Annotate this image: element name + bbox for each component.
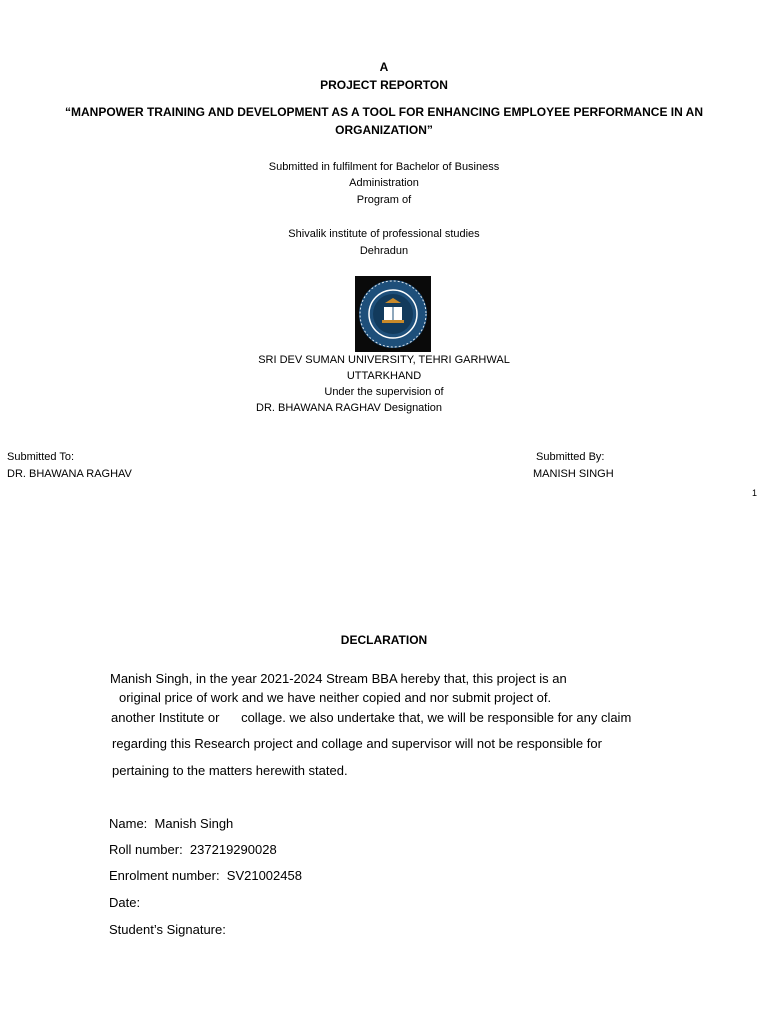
declaration-heading: DECLARATION: [340, 633, 428, 647]
institute-city: Dehradun: [359, 245, 409, 257]
page-number: 1: [752, 488, 758, 498]
submitted-line1: Submitted in fulfilment for Bachelor of Business: [268, 161, 500, 173]
college-seal-icon: [355, 276, 431, 352]
supervision-label: Under the supervision of: [324, 386, 444, 398]
declaration-line: another Institute or collage. we also undertake that, we will be responsible for any claim: [111, 710, 632, 725]
submitted-line2: Administration: [349, 177, 419, 189]
supervisor-name: DR. BHAWANA RAGHAV Designation: [256, 402, 443, 414]
submitted-to-name: DR. BHAWANA RAGHAV: [7, 468, 132, 480]
declaration-line: regarding this Research project and collage and supervisor will not be responsible for: [112, 736, 602, 751]
institute-name: Shivalik institute of professional studies: [288, 228, 480, 240]
cover-heading: PROJECT REPORTON: [320, 78, 448, 92]
enrolment-number: Enrolment number: SV21002458: [109, 868, 302, 883]
cover-letter: A: [379, 60, 389, 74]
submitted-by-name: MANISH SINGH: [533, 468, 614, 480]
declaration-line: original price of work and we have neither copied and nor submit project of.: [119, 690, 552, 705]
declaration-line: Manish Singh, in the year 2021-2024 Stream BBA hereby that, this project is an: [110, 671, 567, 686]
submitted-by-label: Submitted By:: [536, 451, 605, 463]
cover-title-line2: ORGANIZATION”: [335, 123, 433, 137]
cover-title-line1: “MANPOWER TRAINING AND DEVELOPMENT AS A TOOL FOR ENHANCING EMPLOYEE PERFORMANCE IN AN: [64, 105, 704, 119]
student-name: Name: Manish Singh: [109, 816, 234, 831]
submitted-to-label: Submitted To:: [7, 451, 75, 463]
university-line1: SRI DEV SUMAN UNIVERSITY, TEHRI GARHWAL: [258, 354, 510, 366]
date-label: Date:: [109, 895, 141, 910]
roll-number: Roll number: 237219290028: [109, 842, 277, 857]
submitted-line3: Program of: [356, 194, 412, 206]
signature-label: Student’s Signature:: [109, 922, 226, 937]
university-line2: UTTARKHAND: [346, 370, 422, 382]
declaration-line: pertaining to the matters herewith stated.: [112, 763, 348, 778]
